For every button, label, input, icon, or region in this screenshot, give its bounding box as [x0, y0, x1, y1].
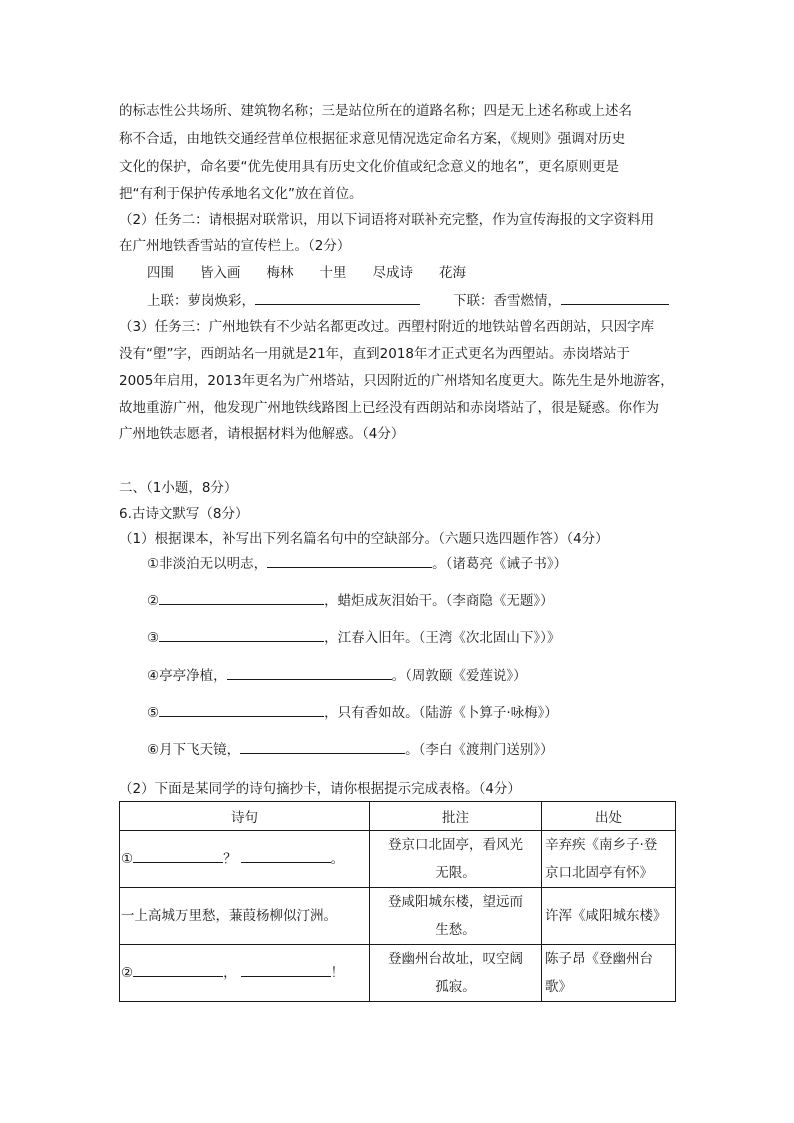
- source-line: 京口北固亭有怀》: [545, 865, 653, 881]
- poem-blank[interactable]: [133, 962, 223, 977]
- note-line: 生愁。: [435, 922, 476, 938]
- recitation-item: [147, 590, 707, 611]
- part2-instruction: （2）下面是某同学的诗句摘抄卡，请你根据提示完成表格。（4分）: [119, 781, 521, 797]
- item-suffix: 。（李白《渡荆门送别》）: [405, 742, 554, 758]
- recitation-item: [147, 553, 707, 574]
- item-prefix: ⑥月下飞天镜，: [147, 742, 241, 758]
- word-item: 梅林: [266, 265, 294, 281]
- answer-blank[interactable]: [227, 665, 392, 680]
- item-prefix: ④亭亭净植，: [147, 668, 227, 684]
- poem-blank[interactable]: [241, 848, 331, 863]
- item-suffix: ，只有香如故。（陆游《卜算子·咏梅》）: [324, 705, 558, 721]
- poem-punct: ！: [330, 965, 345, 981]
- header-note: 批注: [370, 802, 542, 831]
- couplet-lower-blank[interactable]: [561, 290, 669, 305]
- note-cell: [370, 888, 542, 945]
- source-line: 许浑《咸阳城东楼》: [545, 908, 667, 924]
- source-cell: [542, 888, 676, 945]
- recitation-item: [147, 665, 707, 686]
- poem-blank[interactable]: [133, 848, 223, 863]
- source-line: 歌》: [545, 979, 572, 995]
- table-row: [120, 831, 676, 888]
- poem-punct: ？: [223, 851, 237, 867]
- answer-blank[interactable]: [159, 627, 324, 642]
- recitation-item: [147, 627, 707, 648]
- item-suffix: ，江春入旧年。（王湾《次北固山下》）》: [324, 630, 561, 646]
- paragraph-line: 把“有利于保护传承地名文化”放在首位。: [119, 186, 363, 202]
- word-bank: [147, 263, 707, 283]
- poem-punct: ，: [223, 965, 237, 981]
- section-heading: 二、（1小题，8分）: [119, 480, 238, 496]
- poem-prefix: ②: [121, 965, 134, 981]
- source-line: 陈子昂《登幽州台: [545, 951, 653, 967]
- poem-prefix: ①: [121, 851, 134, 867]
- task3-line: 2005年启用，2013年更名为广州塔站，只因附近的广州塔知名度更大。陈先生是外地游客，: [119, 373, 674, 389]
- table-row: [120, 888, 676, 945]
- recitation-item: [147, 702, 707, 723]
- couplet-upper-label: 上联：萝岗焕彩，: [147, 293, 255, 309]
- note-cell: [370, 831, 542, 888]
- paragraph-line: 文化的保护，命名要“优先使用具有历史文化价值或纪念意义的地名”，更名原则更是: [119, 159, 619, 175]
- poem-cell: [120, 945, 370, 1002]
- task3-line: 广州地铁志愿者，请根据材料为他解惑。（4分）: [119, 426, 405, 442]
- paragraph-line: 的标志性公共场所、建筑物名称；三是站位所在的道路名称；四是无上述名称或上述名: [119, 103, 632, 119]
- question-title: 6.古诗文默写（8分）: [119, 506, 249, 522]
- note-line: 孤寂。: [435, 979, 476, 995]
- item-prefix: ②: [147, 593, 160, 609]
- poem-card-table: [119, 801, 676, 1002]
- word-item: 十里: [319, 265, 347, 281]
- note-line: 登咸阳城东楼，望远而: [388, 894, 523, 910]
- source-line: 辛弃疾《南乡子·登: [545, 837, 658, 853]
- poem-cell: 一上高城万里愁，蒹葭杨柳似汀洲。: [120, 888, 370, 945]
- couplet-lower: [453, 290, 679, 311]
- answer-blank[interactable]: [159, 702, 324, 717]
- note-line: 登幽州台故址，叹空阔: [388, 951, 523, 967]
- answer-blank[interactable]: [240, 739, 405, 754]
- poem-punct: 。: [330, 851, 345, 867]
- word-item: 四围: [147, 265, 174, 281]
- item-prefix: ⑤: [147, 705, 160, 721]
- task3-line: 没有“塱”字，西朗站名一用就是21年，直到2018年才正式更名为西塱站。赤岗塔站于: [119, 346, 631, 362]
- word-item: 尽成诗: [372, 265, 413, 281]
- item-prefix: ③: [147, 630, 160, 646]
- task2-line: 在广州地铁香雪站的宣传栏上。（2分）: [119, 238, 351, 254]
- header-source: 出处: [542, 802, 676, 831]
- table-header-row: [120, 802, 676, 831]
- couplet-lower-label: 下联：香雪燃情，: [453, 293, 561, 309]
- item-suffix: ，蜡炬成灰泪始干。（李商隐《无题》）: [324, 593, 554, 609]
- item-suffix: 。（周敦颐《爱莲说》）: [391, 668, 527, 684]
- source-cell: [542, 945, 676, 1002]
- header-poem: 诗句: [120, 802, 370, 831]
- word-item: 花海: [439, 265, 466, 281]
- answer-blank[interactable]: [159, 590, 324, 605]
- task3-line: 故地重游广州，他发现广州地铁线路图上已经没有西朗站和赤岗塔站了，很是疑惑。你作为: [119, 400, 659, 416]
- item-suffix: 。（诸葛亮《诫子书》）: [432, 556, 568, 572]
- poem-blank[interactable]: [241, 962, 331, 977]
- part1-instruction: （1）根据课本，补写出下列名篇名句中的空缺部分。（六题只选四题作答）（4分）: [119, 531, 609, 547]
- note-line: 登京口北固亭，看风光: [388, 837, 523, 853]
- word-item: 皆入画: [200, 265, 241, 281]
- table-row: [120, 945, 676, 1002]
- item-prefix: ①非淡泊无以明志，: [147, 556, 268, 572]
- poem-cell: [120, 831, 370, 888]
- paragraph-line: 称不合适，由地铁交通经营单位根据征求意见情况选定命名方案，《规则》强调对历史: [119, 131, 626, 147]
- source-cell: [542, 831, 676, 888]
- note-line: 无限。: [435, 865, 476, 881]
- task2-line: （2）任务二：请根据对联常识，用以下词语将对联补充完整，作为宣传海报的文字资料用: [119, 212, 655, 228]
- task3-line: （3）任务三：广州地铁有不少站名都更改过。西塱村附近的地铁站曾名西朗站，只因字库: [119, 319, 655, 335]
- answer-blank[interactable]: [267, 553, 432, 568]
- note-cell: [370, 945, 542, 1002]
- recitation-item: [147, 739, 707, 760]
- couplet-upper-blank[interactable]: [255, 290, 420, 305]
